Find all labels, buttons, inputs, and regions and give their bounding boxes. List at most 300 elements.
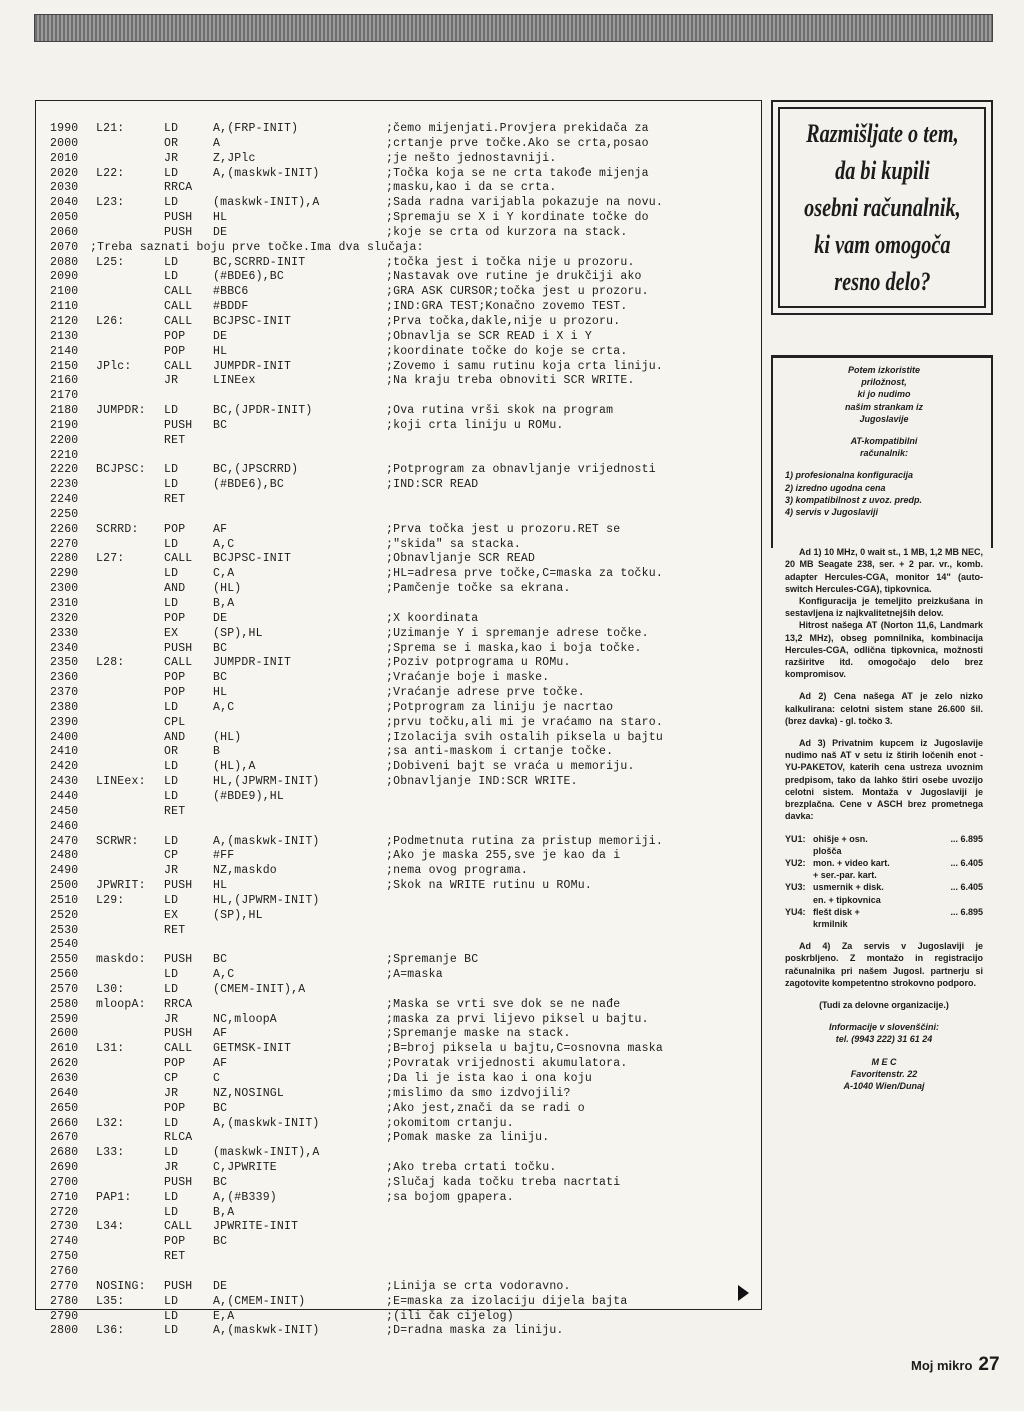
code-operand: C,A xyxy=(213,567,235,581)
code-line xyxy=(50,285,760,300)
code-operand: DE xyxy=(213,329,228,343)
line-number: 2710 xyxy=(50,1190,79,1204)
code-line xyxy=(50,1235,760,1250)
continue-arrow-icon xyxy=(738,1285,749,1301)
code-comment: ;Linija se crta vodoravno. xyxy=(386,1279,571,1293)
code-line xyxy=(50,360,760,375)
code-line xyxy=(50,270,760,285)
line-number: 2340 xyxy=(50,641,79,655)
code-operand: HL xyxy=(213,344,228,358)
line-number: 2000 xyxy=(50,136,79,150)
code-line xyxy=(50,642,760,657)
code-comment: ;sa anti-maskom i crtanje točke. xyxy=(386,745,614,759)
code-comment: ;masku,kao i da se crta. xyxy=(386,181,557,195)
line-number: 2640 xyxy=(50,1086,79,1100)
code-comment: ;"skida" sa stacka. xyxy=(386,537,521,551)
code-operand: (HL) xyxy=(213,730,242,744)
code-operand: A,C xyxy=(213,537,235,551)
code-line xyxy=(50,597,760,612)
code-line xyxy=(50,256,760,271)
code-comment: ;maska za prvi lijevo piksel u bajtu. xyxy=(386,1012,649,1026)
code-comment: ;Potprogram za obnavljanje vrijednosti xyxy=(386,463,656,477)
line-number: 2190 xyxy=(50,418,79,432)
code-comment: ;HL=adresa prve točke,C=maska za točku. xyxy=(386,567,663,581)
code-comment: ;Povratak vrijednosti akumulatora. xyxy=(386,1057,628,1071)
code-line xyxy=(50,196,760,211)
code-opcode: POP xyxy=(164,671,186,685)
code-opcode: LD xyxy=(164,982,179,996)
code-line xyxy=(50,552,760,567)
code-operand: C,JPWRITE xyxy=(213,1161,277,1175)
price-row: YU2: mon. + video kart. + ser.-par. kart. ... 6.405 xyxy=(785,857,983,881)
code-operand: AF xyxy=(213,1057,228,1071)
code-line xyxy=(50,953,760,968)
code-comment: ;Obnavljanje IND:SCR WRITE. xyxy=(386,775,578,789)
line-number: 2600 xyxy=(50,1027,79,1041)
code-line xyxy=(50,731,760,746)
list-item: 3) kompatibilnost z uvoz. predp. xyxy=(785,494,923,505)
code-comment: ;Dobiveni bajt se vraća u memoriju. xyxy=(386,760,635,774)
code-comment: ;Izolacija svih ostalih piksela u bajtu xyxy=(386,730,663,744)
code-comment: ;Na kraju treba obnoviti SCR WRITE. xyxy=(386,374,635,388)
code-opcode: LD xyxy=(164,255,179,269)
code-opcode: POP xyxy=(164,522,186,536)
code-comment: ;Pomak maske za liniju. xyxy=(386,1131,550,1145)
code-line xyxy=(50,1265,760,1280)
code-operand: A,(maskwk-INIT) xyxy=(213,1324,320,1338)
line-number: 2790 xyxy=(50,1309,79,1323)
code-opcode: RET xyxy=(164,804,186,818)
price-table xyxy=(785,833,983,931)
code-opcode: PUSH xyxy=(164,953,193,967)
code-opcode: OR xyxy=(164,136,179,150)
line-number: 2210 xyxy=(50,448,79,462)
code-operand: Z,JPlc xyxy=(213,151,256,165)
line-number: 2100 xyxy=(50,285,79,299)
line-number: 2690 xyxy=(50,1161,79,1175)
line-number: 2150 xyxy=(50,359,79,373)
code-operand: JPWRITE-INIT xyxy=(213,1220,299,1234)
code-operand: A,(#B339) xyxy=(213,1190,277,1204)
code-opcode: LD xyxy=(164,567,179,581)
line-number: 2610 xyxy=(50,1042,79,1056)
code-opcode: JR xyxy=(164,374,179,388)
code-opcode: LD xyxy=(164,166,179,180)
line-number: 2520 xyxy=(50,908,79,922)
code-comment: ;nema ovog programa. xyxy=(386,864,529,878)
code-label: L30: xyxy=(96,982,125,996)
code-operand: AF xyxy=(213,522,228,536)
code-operand: HL,(JPWRM-INIT) xyxy=(213,893,320,907)
code-operand: HL xyxy=(213,686,228,700)
line-number: 2240 xyxy=(50,493,79,507)
code-comment: ;čemo mijenjati.Provjera prekidača za xyxy=(386,122,649,135)
code-opcode: JR xyxy=(164,1086,179,1100)
list-item: 1) profesionalna konfiguracija xyxy=(785,470,914,481)
line-number: 2670 xyxy=(50,1131,79,1145)
code-comment: ;Zovemo i samu rutinu koja crta liniju. xyxy=(386,359,663,373)
code-line xyxy=(50,656,760,671)
line-number: 2080 xyxy=(50,255,79,269)
code-opcode: CPL xyxy=(164,715,186,729)
code-opcode: PUSH xyxy=(164,1175,193,1189)
line-number: 2720 xyxy=(50,1205,79,1219)
code-line xyxy=(50,1027,760,1042)
magazine-name: Moj mikro xyxy=(911,1358,973,1373)
line-number: 2120 xyxy=(50,314,79,328)
code-opcode: LD xyxy=(164,122,179,135)
line-number: 2350 xyxy=(50,656,79,670)
code-opcode: LD xyxy=(164,1294,179,1308)
code-line xyxy=(50,508,760,523)
code-comment: ;A=maska xyxy=(386,968,443,982)
code-line xyxy=(50,1117,760,1132)
line-number: 2330 xyxy=(50,626,79,640)
code-listing-box xyxy=(35,100,762,1338)
line-number: 2020 xyxy=(50,166,79,180)
code-label: L22: xyxy=(96,166,125,180)
ad-headline-box xyxy=(771,100,993,315)
code-comment: ;Uzimanje Y i spremanje adrese točke. xyxy=(386,626,649,640)
code-label: PAP1: xyxy=(96,1190,132,1204)
code-opcode: POP xyxy=(164,329,186,343)
code-line xyxy=(50,983,760,998)
code-comment: ;Obnavlja se SCR READ i X i Y xyxy=(386,329,592,343)
code-comment: ;Točka koja se ne crta takođe mijenja xyxy=(386,166,649,180)
code-operand: #FF xyxy=(213,849,235,863)
promo-at-title: AT-kompatibilni računalnik: xyxy=(850,436,918,459)
code-line xyxy=(50,241,760,256)
code-line xyxy=(50,924,760,939)
line-number: 2310 xyxy=(50,597,79,610)
line-number: 2290 xyxy=(50,567,79,581)
code-opcode: AND xyxy=(164,582,186,596)
code-label: L35: xyxy=(96,1294,125,1308)
code-opcode: JR xyxy=(164,864,179,878)
price-row: YU1: ohišje + osn. plošča ... 6.895 xyxy=(785,833,983,856)
code-comment: ;Vraćanje boje i maske. xyxy=(386,671,550,685)
code-opcode: LD xyxy=(164,1324,179,1338)
code-line xyxy=(50,1220,760,1235)
code-opcode: JR xyxy=(164,1012,179,1026)
code-label: JPlc: xyxy=(96,359,132,373)
code-label: NOSING: xyxy=(96,1279,146,1293)
code-operand: BC xyxy=(213,418,228,432)
code-comment: ;Vraćanje adrese prve točke. xyxy=(386,686,585,700)
code-opcode: POP xyxy=(164,1057,186,1071)
line-number: 2110 xyxy=(50,300,79,314)
code-opcode: LD xyxy=(164,789,179,803)
code-operand: A,(FRP-INIT) xyxy=(213,122,299,135)
promo-paragraph: Ad 4) Za servis v Jugoslaviji je poskrbljeno. Z montažo in registracijo računalnika pri našem Jugosl. partnerju si zagotovite kompetentno strokovno podporo. xyxy=(785,941,983,988)
promo-note: (Tudi za delovne organizacije.) xyxy=(819,999,949,1010)
code-label: JUMPDR: xyxy=(96,404,146,418)
code-opcode: RET xyxy=(164,493,186,507)
code-line xyxy=(50,211,760,226)
code-operand: B,A xyxy=(213,597,235,610)
code-comment: ;Poziv potprograma u ROMu. xyxy=(386,656,571,670)
code-opcode: POP xyxy=(164,611,186,625)
code-operand: (#BDE6),BC xyxy=(213,478,285,492)
code-line xyxy=(50,1310,760,1325)
code-comment: ;koordinate točke do koje se crta. xyxy=(386,344,628,358)
code-opcode: CALL xyxy=(164,656,193,670)
code-line xyxy=(50,345,760,360)
code-operand: BC xyxy=(213,641,228,655)
code-opcode: POP xyxy=(164,1235,186,1249)
line-number: 2430 xyxy=(50,775,79,789)
code-operand: (#BDE9),HL xyxy=(213,789,285,803)
code-comment: ;točka jest i točka nije u prozoru. xyxy=(386,255,635,269)
line-number: 2040 xyxy=(50,196,79,210)
code-line xyxy=(50,419,760,434)
code-line xyxy=(50,434,760,449)
line-number: 2750 xyxy=(50,1250,79,1264)
code-line xyxy=(50,805,760,820)
line-number: 2770 xyxy=(50,1279,79,1293)
code-line xyxy=(50,1324,760,1339)
code-line xyxy=(50,938,760,953)
code-opcode: EX xyxy=(164,626,179,640)
code-comment: ;okomitom crtanju. xyxy=(386,1116,514,1130)
code-line xyxy=(50,582,760,597)
code-opcode: LD xyxy=(164,196,179,210)
code-opcode: PUSH xyxy=(164,1027,193,1041)
line-number: 2180 xyxy=(50,404,79,418)
code-comment: ;IND:GRA TEST;Konačno zovemo TEST. xyxy=(386,300,628,314)
code-line xyxy=(50,1295,760,1310)
code-comment: ;Ako jest,znači da se radi o xyxy=(386,1101,585,1115)
code-label: L28: xyxy=(96,656,125,670)
code-comment: ;mislimo da smo izdvojili? xyxy=(386,1086,571,1100)
code-comment: ;E=maska za izolaciju dijela bajta xyxy=(386,1294,628,1308)
code-line xyxy=(50,493,760,508)
code-operand: BCJPSC-INIT xyxy=(213,552,292,566)
code-opcode: LD xyxy=(164,463,179,477)
line-number: 2250 xyxy=(50,507,79,521)
code-line xyxy=(50,538,760,553)
line-number: 2380 xyxy=(50,700,79,714)
code-line xyxy=(50,374,760,389)
code-comment: ;Spremanje maske na stack. xyxy=(386,1027,571,1041)
line-number: 2500 xyxy=(50,879,79,893)
line-number: 2650 xyxy=(50,1101,79,1115)
code-operand: C xyxy=(213,1072,221,1085)
code-opcode: LD xyxy=(164,1190,179,1204)
code-label: BCJPSC: xyxy=(96,463,146,477)
code-comment: ;Spremanje BC xyxy=(386,953,479,967)
line-number: 2680 xyxy=(50,1146,79,1160)
promo-feature-list xyxy=(785,469,983,518)
line-number: 2010 xyxy=(50,151,79,165)
code-operand: DE xyxy=(213,611,228,625)
line-number: 2320 xyxy=(50,611,79,625)
code-label: L23: xyxy=(96,196,125,210)
code-operand: (SP),HL xyxy=(213,626,263,640)
code-opcode: POP xyxy=(164,1101,186,1115)
code-opcode: PUSH xyxy=(164,641,193,655)
line-number: 2580 xyxy=(50,997,79,1011)
code-comment: ;Nastavak ove rutine je drukčiji ako xyxy=(386,270,642,284)
list-item: 2) izredno ugodna cena xyxy=(785,482,886,493)
code-comment: ;D=radna maska za liniju. xyxy=(386,1324,564,1338)
line-number: 2450 xyxy=(50,804,79,818)
promo-paragraph: Konfiguracija je temeljito preizkušana in sestavljena iz najkvalitetnejših delov. xyxy=(785,596,983,619)
code-opcode: OR xyxy=(164,745,179,759)
code-label: JPWRIT: xyxy=(96,879,146,893)
code-comment: ;Treba saznati boju prve točke.Ima dva slučaja: xyxy=(90,240,424,254)
code-operand: DE xyxy=(213,1279,228,1293)
line-number: 2780 xyxy=(50,1294,79,1308)
code-operand: BC,(JPSCRRD) xyxy=(213,463,299,477)
code-opcode: POP xyxy=(164,344,186,358)
code-operand: HL xyxy=(213,211,228,225)
code-operand: LINEex xyxy=(213,374,256,388)
line-number: 2130 xyxy=(50,329,79,343)
code-line xyxy=(50,820,760,835)
line-number: 2480 xyxy=(50,849,79,863)
line-number: 2740 xyxy=(50,1235,79,1249)
code-comment: ;Ako treba crtati točku. xyxy=(386,1161,557,1175)
code-line xyxy=(50,627,760,642)
code-opcode: JR xyxy=(164,1161,179,1175)
promo-intro: Potem izkoristite priložnost, ki jo nudimo našim strankam iz Jugoslavije xyxy=(844,365,924,424)
code-opcode: LD xyxy=(164,968,179,982)
code-label: L27: xyxy=(96,552,125,566)
code-operand: BC xyxy=(213,953,228,967)
code-opcode: LD xyxy=(164,537,179,551)
code-label: LINEex: xyxy=(96,775,146,789)
code-line xyxy=(50,775,760,790)
code-opcode: LD xyxy=(164,775,179,789)
ad-headline: Razmišljate o tem, da bi kupili osebni računalnik, ki vam omogoča resno delo? xyxy=(803,119,961,296)
code-label: mloopA: xyxy=(96,997,146,1011)
code-line xyxy=(50,716,760,731)
code-comment: ;X koordinata xyxy=(386,611,479,625)
line-number: 2160 xyxy=(50,374,79,388)
code-opcode: RRCA xyxy=(164,181,193,195)
code-operand: NZ,NOSINGL xyxy=(213,1086,285,1100)
line-number: 2400 xyxy=(50,730,79,744)
line-number: 2300 xyxy=(50,582,79,596)
code-operand: #BDDF xyxy=(213,300,249,314)
code-comment: ;Slučaj kada točku treba nacrtati xyxy=(386,1175,621,1189)
code-operand: BC xyxy=(213,1175,228,1189)
code-line xyxy=(50,1042,760,1057)
code-opcode: CP xyxy=(164,849,179,863)
code-opcode: CALL xyxy=(164,1220,193,1234)
code-label: L33: xyxy=(96,1146,125,1160)
code-operand: NZ,maskdo xyxy=(213,864,277,878)
code-comment: ;Ova rutina vrši skok na program xyxy=(386,404,614,418)
code-operand: (#BDE6),BC xyxy=(213,270,285,284)
code-operand: DE xyxy=(213,225,228,239)
code-opcode: JR xyxy=(164,151,179,165)
code-line xyxy=(50,1072,760,1087)
promo-paragraph: Hitrost našega AT (Norton 11,6, Landmark 13,2 MHz), obseg pomnilnika, kombinacija Hercules-CGA, odlična tipkovnica, možnosti razširitve itd. omogočajo delo brez kompromisov. xyxy=(785,620,983,680)
line-number: 2510 xyxy=(50,893,79,907)
code-operand: A,(maskwk-INIT) xyxy=(213,834,320,848)
code-line xyxy=(50,760,760,775)
code-label: L36: xyxy=(96,1324,125,1338)
promo-paragraph: Ad 2) Cena našega AT je zelo nizko kalkulirana: celotni sistem stane 26.600 šil. (brez davka) - gl. točko 3. xyxy=(785,691,983,726)
code-opcode: PUSH xyxy=(164,225,193,239)
line-number: 2760 xyxy=(50,1264,79,1278)
line-number: 2540 xyxy=(50,938,79,952)
line-number: 2470 xyxy=(50,834,79,848)
code-line xyxy=(50,671,760,686)
code-opcode: EX xyxy=(164,908,179,922)
line-number: 2630 xyxy=(50,1072,79,1085)
code-operand: JUMPDR-INIT xyxy=(213,359,292,373)
code-opcode: LD xyxy=(164,700,179,714)
code-label: L32: xyxy=(96,1116,125,1130)
code-operand: GETMSK-INIT xyxy=(213,1042,292,1056)
code-comment: ;Obnavljanje SCR READ xyxy=(386,552,536,566)
top-decorative-bar xyxy=(34,14,993,42)
code-comment: ;Skok na WRITE rutinu u ROMu. xyxy=(386,879,592,893)
code-opcode: LD xyxy=(164,893,179,907)
code-label: SCRRD: xyxy=(96,522,139,536)
line-number: 2050 xyxy=(50,211,79,225)
code-operand: (maskwk-INIT),A xyxy=(213,196,320,210)
line-number: 1990 xyxy=(50,122,79,135)
code-line xyxy=(50,612,760,627)
page-number: 27 xyxy=(978,1354,1000,1375)
code-operand: BC xyxy=(213,1235,228,1249)
line-number: 2270 xyxy=(50,537,79,551)
line-number: 2230 xyxy=(50,478,79,492)
code-line xyxy=(50,122,760,137)
code-comment: ;koje se crta od kurzora na stack. xyxy=(386,225,628,239)
promo-paragraph: Ad 3) Privatnim kupcem iz Jugoslavije nudimo naš AT v setu iz štirih ločenih enot - YU-PAKETOV, katerih cena ustreza uvoznim predpisom, tako da lahko štiri osebe uvozijo celotni sistem. Montaža v Jugoslaviji je brezplačna. Cene v ASCH brez prometnega davka: xyxy=(785,738,983,822)
code-operand: NC,mloopA xyxy=(213,1012,277,1026)
code-operand: (HL),A xyxy=(213,760,256,774)
code-opcode: LD xyxy=(164,270,179,284)
line-number: 2200 xyxy=(50,433,79,447)
code-opcode: RET xyxy=(164,923,186,937)
code-line xyxy=(50,1176,760,1191)
promo-column xyxy=(771,355,993,1355)
code-line xyxy=(50,330,760,345)
code-line xyxy=(50,1250,760,1265)
code-operand: (CMEM-INIT),A xyxy=(213,982,306,996)
code-line xyxy=(50,1102,760,1117)
code-opcode: AND xyxy=(164,730,186,744)
line-number: 2390 xyxy=(50,715,79,729)
code-line xyxy=(50,1206,760,1221)
code-line xyxy=(50,300,760,315)
code-line xyxy=(50,1161,760,1176)
code-opcode: PUSH xyxy=(164,211,193,225)
code-line xyxy=(50,567,760,582)
code-opcode: PUSH xyxy=(164,879,193,893)
code-comment: ;Sprema se i maska,kao i boja točke. xyxy=(386,641,642,655)
code-opcode: RET xyxy=(164,1250,186,1264)
code-operand: B xyxy=(213,745,221,759)
code-line xyxy=(50,449,760,464)
code-line xyxy=(50,1191,760,1206)
code-line xyxy=(50,1013,760,1028)
code-operand: HL,(JPWRM-INIT) xyxy=(213,775,320,789)
line-number: 2570 xyxy=(50,982,79,996)
code-comment: ;Maska se vrti sve dok se ne nađe xyxy=(386,997,621,1011)
code-line xyxy=(50,137,760,152)
code-operand: B,A xyxy=(213,1205,235,1219)
line-number: 2590 xyxy=(50,1012,79,1026)
code-comment: ;(ili čak cijelog) xyxy=(386,1309,514,1323)
code-opcode: LD xyxy=(164,478,179,492)
